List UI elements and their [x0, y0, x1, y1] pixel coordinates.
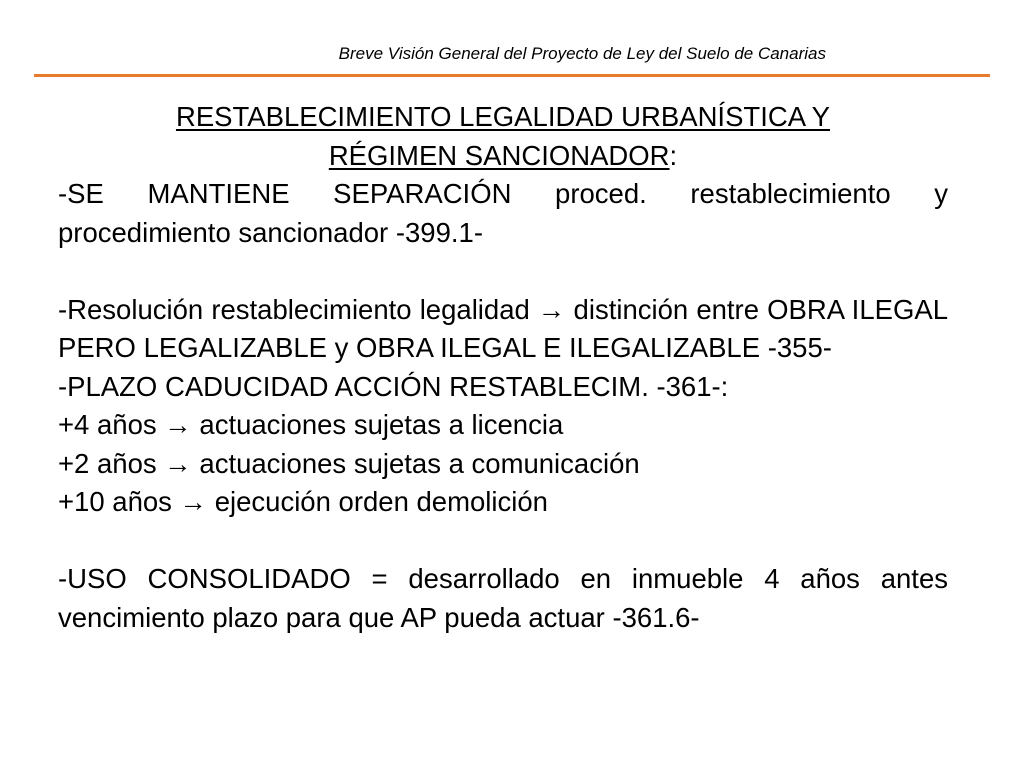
blank-line [58, 522, 948, 561]
slide-title [58, 98, 948, 175]
header-title: Breve Visión General del Proyecto de Ley del Suelo de Canarias [338, 44, 826, 63]
paragraph-plazo-caducidad: -PLAZO CADUCIDAD ACCIÓN RESTABLECIM. -361-: [58, 370, 729, 402]
paragraph-resolucion: -Resolución restablecimiento legalidad → distinción entre OBRA ILEGAL PERO LEGALIZABLE y OBRA ILEGAL E ILEGALIZABLE -355- [58, 293, 948, 363]
list-item-10-anos: +10 años → ejecución orden demolición [58, 486, 548, 517]
header-divider [34, 74, 990, 77]
title-line-2: RÉGIMEN SANCIONADOR [328, 139, 670, 171]
blank-line [58, 252, 948, 291]
paragraph-uso-consolidado: -USO CONSOLIDADO = desarrollado en inmueble 4 años antes vencimiento plazo para que AP pueda actuar -361.6- [58, 563, 948, 633]
list-item-2-anos: +2 años → actuaciones sujetas a comunicación [58, 447, 640, 479]
list-item-4-anos: +4 años → actuaciones sujetas a licencia [58, 409, 564, 440]
title-line-1: RESTABLECIMIENTO LEGALIDAD URBANÍSTICA Y [175, 101, 831, 132]
slide-body [58, 98, 948, 637]
title-colon: : [669, 139, 678, 171]
paragraph-separacion: -SE MANTIENE SEPARACIÓN proced. restablecimiento y procedimiento sancionador -399.1- [58, 178, 948, 248]
